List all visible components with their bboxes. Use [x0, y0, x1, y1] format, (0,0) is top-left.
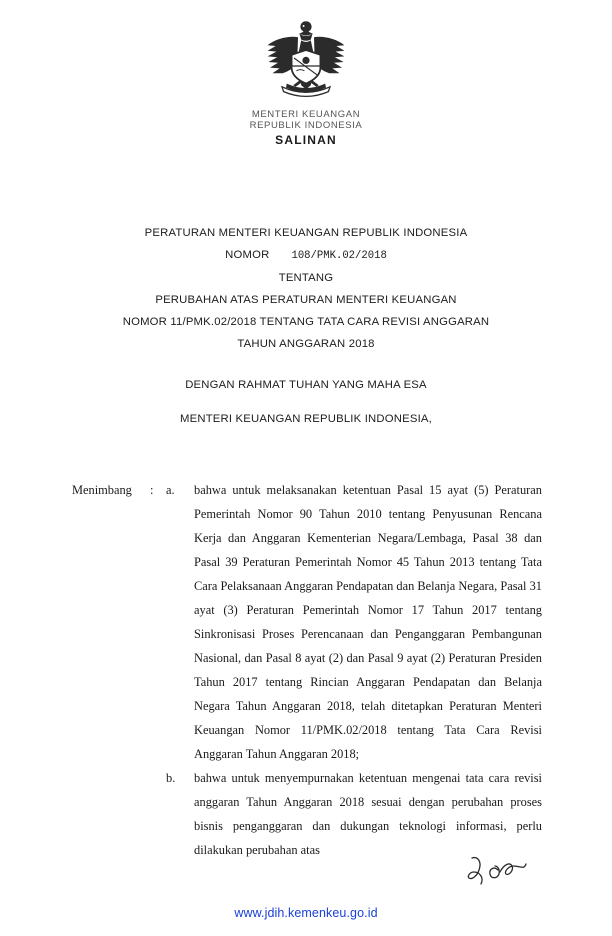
- ministry-header: [0, 110, 612, 148]
- nomor-value: 108/PMK.02/2018: [291, 250, 387, 262]
- considering-letter-a: a.: [166, 483, 175, 497]
- considering-label: Menimbang: [72, 483, 132, 497]
- preamble-line-2: MENTERI KEUANGAN REPUBLIK INDONESIA,: [179, 413, 432, 425]
- ministry-line-1: MENTERI KEUANGAN: [251, 109, 361, 120]
- considering-letter-b: b.: [166, 771, 176, 785]
- signature-mark-icon: [464, 854, 534, 888]
- garuda-pancasila-emblem-icon: [258, 18, 354, 110]
- salinan-label: SALINAN: [275, 132, 337, 147]
- preamble-block: [76, 368, 536, 436]
- considering-item-a: [72, 478, 542, 766]
- tentang-label: TENTANG: [278, 272, 334, 284]
- title-line-4: TAHUN ANGGARAN 2018: [237, 338, 375, 350]
- title-line-3: NOMOR 11/PMK.02/2018 TENTANG TATA CARA REVISI ANGGARAN: [122, 316, 490, 328]
- nomor-label: NOMOR: [225, 249, 270, 261]
- title-line-1: PERATURAN MENTERI KEUANGAN REPUBLIK INDONESIA: [144, 227, 468, 239]
- footer-url[interactable]: www.jdih.kemenkeu.go.id: [234, 906, 378, 920]
- considering-colon: :: [150, 483, 154, 497]
- considering-item-b: [72, 766, 542, 862]
- title-line-2: PERUBAHAN ATAS PERATURAN MENTERI KEUANGAN: [155, 294, 457, 306]
- considering-section: [72, 478, 542, 862]
- preamble-line-1: DENGAN RAHMAT TUHAN YANG MAHA ESA: [185, 379, 427, 391]
- title-nomor-row: [76, 244, 536, 267]
- considering-text-a: bahwa untuk melaksanakan ketentuan Pasal 15 ayat (5) Peraturan Pemerintah Nomor 90 Tahun 2010 tentang Penyusunan Rencana Kerja dan Anggaran Kementerian Negara/Lembaga, Pasal 38 dan Pasal 39 Peraturan Pemerintah Nomor 45 Tahun 2013 tentang Tata Cara Pelaksanaan Anggaran Pendapatan dan Belanja Negara, Pasal 31 ayat (3) Peraturan Pemerintah Nomor 17 Tahun 2017 tentang Sinkronisasi Proses Perencanaan dan Penganggaran Pembangunan Nasional, dan Pasal 8 ayat (2) dan Pasal 9 ayat (2) Peraturan Presiden Tahun 2017 tentang Rincian Anggaran Pendapatan dan Belanja Negara Tahun Anggaran 2018, telah ditetapkan Peraturan Menteri Keuangan Nomor 11/PMK.02/2018 tentang Tata Cara Revisi Anggaran Tahun Anggaran 2018;: [194, 483, 542, 761]
- emblem-container: [0, 18, 612, 115]
- considering-text-b: bahwa untuk menyempurnakan ketentuan mengenai tata cara revisi anggaran Tahun Anggaran 2018 sesuai dengan perubahan proses bisnis penganggaran dan dukungan teknologi informasi, perlu dilakukan perubahan atas: [194, 771, 542, 857]
- ministry-line-2: REPUBLIK INDONESIA: [249, 119, 363, 131]
- regulation-title-block: [76, 222, 536, 355]
